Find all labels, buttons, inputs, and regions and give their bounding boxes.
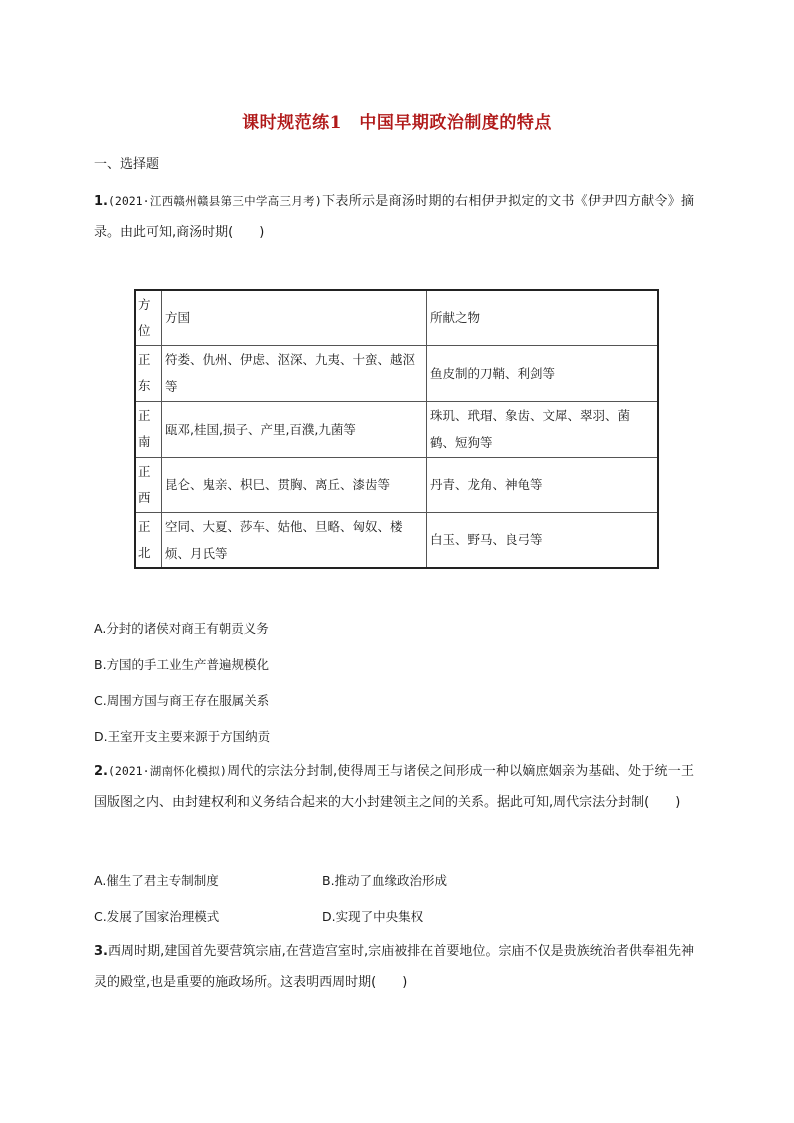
question-3	[94, 936, 694, 998]
table-cell-direction: 正南	[135, 401, 162, 457]
q1-option-a: A.分封的诸侯对商王有朝贡义务	[94, 621, 269, 636]
question-number: 3.	[94, 944, 108, 959]
table-cell-tribute: 白玉、野马、良弓等	[427, 512, 659, 568]
question-number: 1.	[94, 194, 108, 209]
q2-option-b: B.推动了血缘政治形成	[322, 873, 448, 888]
question-source: (2021·江西赣州赣县第三中学高三月考)	[107, 194, 322, 208]
table-header-cell: 方国	[162, 290, 427, 345]
table-cell-direction: 正北	[135, 512, 162, 568]
table-cell-tribute: 珠玑、玳瑁、象齿、文犀、翠羽、菌鹤、短狗等	[427, 401, 659, 457]
table-cell-direction: 正东	[135, 345, 162, 401]
q2-option-c: C.发展了国家治理模式	[94, 909, 220, 924]
question-2	[94, 756, 694, 818]
table-cell-tribute: 鱼皮制的刀鞘、利剑等	[427, 345, 659, 401]
table-row	[135, 457, 658, 512]
q2-option-d: D.实现了中央集权	[322, 909, 424, 924]
table-cell-state: 空同、大夏、莎车、姑他、旦略、匈奴、楼烦、月氏等	[162, 512, 427, 568]
table-row	[135, 401, 658, 457]
table-header-cell: 方位	[135, 290, 162, 345]
q1-option-d: D.王室开支主要来源于方国纳贡	[94, 729, 271, 744]
question-1	[94, 186, 694, 248]
table-header-cell: 所献之物	[427, 290, 659, 345]
page-title: 课时规范练1 中国早期政治制度的特点	[242, 113, 552, 133]
q2-option-a: A.催生了君主专制制度	[94, 873, 219, 888]
question-text: 周代的宗法分封制,使得周王与诸侯之间形成一种以嫡庶姻亲为基础、处于统一王国版图之内、由封建权利和义务结合起来的大小封建领主之间的关系。据此可知,周代宗法分封制( )	[94, 764, 694, 810]
question-number: 2.	[94, 764, 108, 779]
table-cell-state: 符娄、仇州、伊虑、沤深、九夷、十蛮、越沤等	[162, 345, 427, 401]
question-text: 下表所示是商汤时期的右相伊尹拟定的文书《伊尹四方献令》摘录。由此可知,商汤时期( )	[94, 194, 694, 240]
q1-option-c: C.周围方国与商王存在服属关系	[94, 693, 270, 708]
table-cell-tribute: 丹青、龙角、神龟等	[427, 457, 659, 512]
table-cell-state: 昆仑、鬼亲、枳巳、贯胸、离丘、漆齿等	[162, 457, 427, 512]
table-row	[135, 345, 658, 401]
section-heading: 一、选择题	[94, 157, 160, 172]
question-source: (2021·湖南怀化模拟)	[107, 764, 227, 778]
table-row	[135, 512, 658, 568]
table-cell-direction: 正西	[135, 457, 162, 512]
question-text: 西周时期,建国首先要营筑宗庙,在营造宫室时,宗庙被排在首要地位。宗庙不仅是贵族统治者供奉祖先神灵的殿堂,也是重要的施政场所。这表明西周时期( )	[94, 944, 694, 990]
q1-option-b: B.方国的手工业生产普遍规模化	[94, 657, 270, 672]
tribute-table	[134, 289, 659, 569]
table-header-row	[135, 290, 658, 345]
table-cell-state: 瓯邓,桂国,损子、产里,百濮,九菌等	[162, 401, 427, 457]
